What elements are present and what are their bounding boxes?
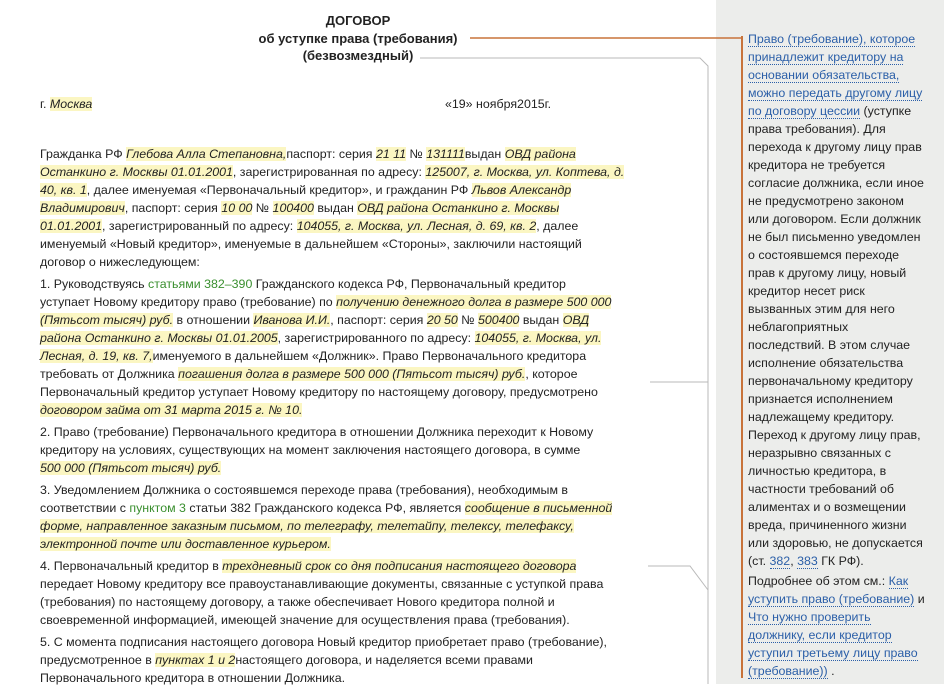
text: 4. Первоначальный кредитор в	[40, 559, 223, 573]
note-text: ГК РФ).	[817, 554, 864, 568]
date-month: ноября	[476, 97, 518, 111]
note-line-18: последствий. В этом случае	[748, 338, 911, 352]
what-to-check-link[interactable]: должнику, если кредитор	[748, 628, 892, 642]
note-line-36	[748, 662, 938, 680]
text: предусмотренное в	[40, 653, 156, 667]
what-to-check-link[interactable]: Что нужно проверить	[748, 610, 871, 624]
text: Гражданка РФ	[40, 147, 127, 161]
text: , зарегистрированный по адресу:	[102, 219, 297, 233]
note-line-17: неблагоприятных	[748, 320, 849, 334]
note-line-13: о состоявшемся переходе	[748, 248, 900, 262]
text: именуемы	[40, 237, 100, 251]
cession-link[interactable]: принадлежит кредитору на	[748, 50, 904, 64]
address: 40, кв. 1	[40, 183, 87, 197]
passport-number: 100400	[272, 201, 314, 215]
loan-agreement: договором займа от 31 марта 2015 г. № 10.	[40, 403, 303, 417]
text: выдан	[313, 201, 358, 215]
clauses-ref: пунктах 1 и 2	[155, 653, 236, 667]
text: , зарегистрированного по адресу:	[277, 331, 475, 345]
p4-line-4: своевременной информацией, имеющей значение для осуществления права (требования).	[40, 613, 570, 627]
note-line-8: кредитора не требуется	[748, 158, 886, 172]
article-383-link[interactable]: 383	[797, 554, 818, 568]
text: , далее	[536, 219, 579, 233]
articles-link[interactable]: статьями 382–390	[148, 277, 253, 291]
notice-form: электронной почте или доставленное курьером.	[40, 537, 331, 551]
city: Москва	[49, 97, 93, 111]
city-prefix: г.	[40, 97, 47, 111]
p2-line-1: 2. Право (требование) Первоначального кредитора в отношении Должника переходит к Новому	[40, 425, 594, 439]
clause-link[interactable]: пунктом 3	[129, 501, 186, 515]
debt-amount: погашения долга в размере 500 000 (Пятьсот тысяч) руб.	[178, 367, 526, 381]
note-text: .	[827, 664, 835, 678]
text: й «Новый кредитор», именуемые в дальнейшем «Стороны», заключили настоящий	[99, 237, 582, 251]
text: соответствии с	[40, 501, 130, 515]
claim-subject: (Пятьсот тысяч) руб.	[40, 313, 174, 327]
p4-line-3: (требования) по настоящему договору, а также обеспечивает Нового кредитора полной и	[40, 595, 555, 609]
note-line-20: первоначальному кредитору	[748, 374, 913, 388]
p3-line-1: 3. Уведомлением Должника о состоявшемся переходе права (требования), необходимым в	[40, 483, 568, 497]
issue-date: 01.01.2001	[40, 219, 103, 233]
note-text: (уступке	[860, 104, 912, 118]
note-line-33[interactable]	[748, 608, 938, 626]
notice-form: форме, направленное заказным письмом, по телеграфу, телетайпу, телексу, телефаксу,	[40, 519, 574, 533]
doc-type: (безвозмездный)	[302, 48, 414, 63]
address: Лесная, д. 19, кв. 7,	[40, 349, 153, 363]
note-line-15: кредитор несет риск	[748, 284, 865, 298]
note-line-10: не предусмотрено законом	[748, 194, 904, 208]
how-to-assign-link[interactable]: уступить право (требование)	[748, 592, 915, 606]
assignee-name: Владимирович	[40, 201, 125, 215]
text: именуемого в дальнейшем «Должник». Право Первоначального кредитора	[152, 349, 587, 363]
note-line-5	[748, 102, 938, 120]
preamble-line-7: договор о нижеследующем:	[40, 255, 200, 269]
note-line-28: вреда, причиненного жизни	[748, 518, 907, 532]
guide-line	[420, 58, 708, 684]
text: , зарегистрированная по адресу:	[232, 165, 426, 179]
passport-series: 21 11	[375, 147, 407, 161]
claim-subject: получению денежного долга в размере 500 000	[336, 295, 612, 309]
issuer: ОВД	[562, 313, 590, 327]
text: №	[457, 313, 479, 327]
note-text: (ст.	[748, 554, 770, 568]
note-text: Подробнее об этом см.:	[748, 574, 889, 588]
passport-number: 500400	[478, 313, 520, 327]
text: выдан	[464, 147, 505, 161]
cession-link[interactable]: основании обязательства,	[748, 68, 900, 82]
date-day: «19»	[445, 97, 473, 111]
doc-title: ДОГОВОР	[325, 13, 391, 28]
text: паспорт: серия	[286, 147, 376, 161]
issuer: района Останкино г. Москвы 01.01.2005	[40, 331, 278, 345]
address: 104055, г. Москва, ул. Лесная, д. 69, кв. 2	[296, 219, 537, 233]
note-line-7: перехода к другому лицу прав	[748, 140, 922, 154]
text: выдан	[519, 313, 563, 327]
note-line-34[interactable]	[748, 626, 938, 644]
p5-line-1: 5. С момента подписания настоящего договора Новый кредитор приобретает право (требование),	[40, 635, 607, 649]
text: требовать от Должника	[40, 367, 179, 381]
note-line-27: алиментах и о возмещении	[748, 500, 906, 514]
p1-line-7: Первоначальный кредитор уступает Новому кредитору по настоящему договору, предусмотрено	[40, 385, 598, 399]
note-line-19: исполнение обязательства	[748, 356, 904, 370]
article-382-link[interactable]: 382	[769, 554, 791, 568]
note-line-22: надлежащему кредитору.	[748, 410, 895, 424]
doc-subtitle: об уступке права (требования)	[258, 31, 458, 46]
address: 104055, г. Москва, ул.	[474, 331, 602, 345]
text: в отношении	[173, 313, 254, 327]
text: 1. Руководствуясь	[40, 277, 149, 291]
assignor-name: Глебова Алла Степановна,	[126, 147, 287, 161]
note-line-11: или договором. Если должник	[748, 212, 921, 226]
note-line-21: признается исполнением	[748, 392, 893, 406]
note-line-23: Переход к другому лицу прав,	[748, 428, 921, 442]
text: №	[252, 201, 273, 215]
text: статьи 382 Гражданского кодекса РФ, является	[185, 501, 465, 515]
note-line-32	[748, 590, 938, 608]
text: настоящего договора, и наделяется всеми правами	[235, 653, 533, 667]
note-line-16: вызванных этим для него	[748, 302, 895, 316]
address: 125007, г. Москва, ул. Коптева, д.	[425, 165, 625, 179]
note-line-3[interactable]	[748, 66, 938, 84]
cession-link[interactable]: по договору цессии	[748, 104, 861, 118]
note-line-14: прав к другому лицу, новый	[748, 266, 907, 280]
note-line-24: неразрывно связанных с	[748, 446, 891, 460]
text: , далее именуемая «Первоначальный кредитор», и гражданин РФ	[86, 183, 472, 197]
text: №	[406, 147, 427, 161]
note-line-12: не был письменно уведомлен	[748, 230, 921, 244]
how-to-assign-link[interactable]: Как	[888, 574, 909, 588]
note-line-35[interactable]	[748, 644, 938, 662]
p5-line-3: Первоначального кредитора в отношении Должника.	[40, 671, 346, 685]
note-text: и	[914, 592, 925, 606]
amount: 500 000 (Пятьсот тысяч) руб.	[40, 461, 222, 475]
p4-connector	[648, 566, 708, 590]
p2-line-2: кредитору на условиях, существующих на момент заключения настоящего договора, в сумме	[40, 443, 581, 457]
issuer: ОВД района Останкино г. Москвы	[357, 201, 560, 215]
assignee-name: Львов Александр	[471, 183, 572, 197]
notice-form: сообщение в письменной	[464, 501, 613, 515]
note-line-9: согласие должника, если иное	[748, 176, 924, 190]
note-line-6: права требования). Для	[748, 122, 886, 136]
note-line-25: личностью кредитора, в	[748, 464, 887, 478]
issuer: ОВД района	[504, 147, 576, 161]
text: , которое	[525, 367, 578, 381]
text: уступает Новому кредитору право (требование) по	[40, 295, 337, 309]
what-to-check-link[interactable]: уступил третьему лицу право	[748, 646, 918, 660]
date-year: 2015г.	[517, 97, 552, 111]
text: Гражданского кодекса РФ, Первоначальный кредитор	[252, 277, 566, 291]
debtor-name: Иванова И.И.	[253, 313, 331, 327]
p4-line-2: передает Новому кредитору все правоустанавливающие документы, связанные с уступкой права	[40, 577, 604, 591]
passport-series: 10 00	[221, 201, 253, 215]
cession-link[interactable]: можно передать другому лицу	[748, 86, 923, 100]
what-to-check-link[interactable]: (требование))	[748, 664, 828, 678]
note-line-29: или здоровью, не допускается	[748, 536, 923, 550]
note-text: ,	[790, 554, 798, 568]
passport-number: 131111	[426, 147, 465, 161]
deadline: трехдневный срок со дня подписания настоящего договора	[222, 559, 577, 573]
note-line-31	[748, 572, 938, 590]
note-line-26: частности требований об	[748, 482, 894, 496]
note-line-30	[748, 552, 938, 570]
note-line-2[interactable]	[748, 48, 938, 66]
issuer: Останкино г. Москвы 01.01.2001	[40, 165, 233, 179]
note-line-1[interactable]	[748, 30, 938, 48]
text: , паспорт: серия	[124, 201, 222, 215]
passport-series: 20 50	[426, 313, 458, 327]
note-line-4[interactable]	[748, 84, 938, 102]
text: , паспорт: серия	[330, 313, 427, 327]
cession-link[interactable]: Право (требование), которое	[748, 32, 916, 46]
